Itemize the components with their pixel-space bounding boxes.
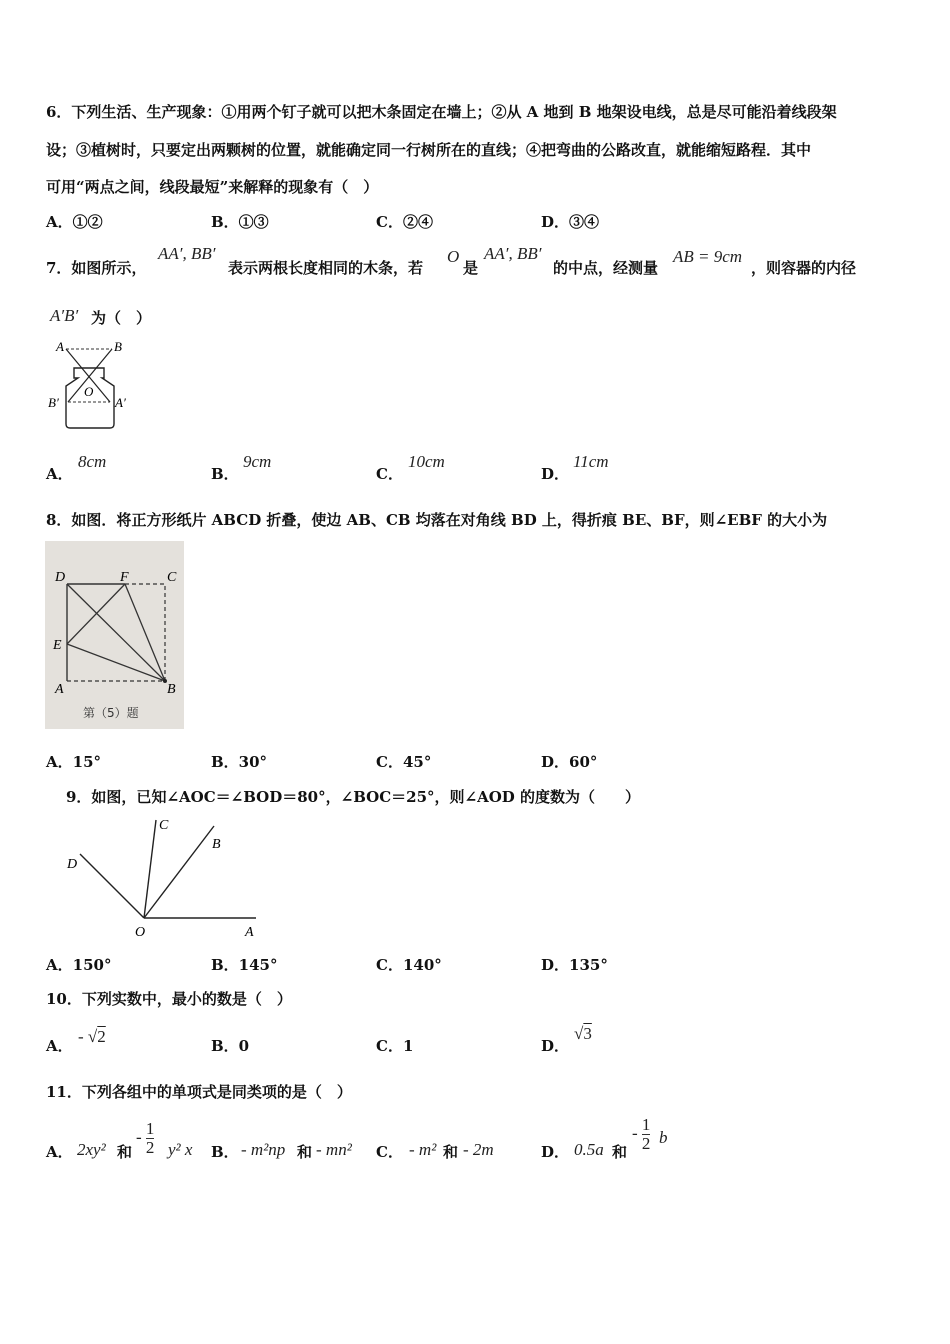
- q11-option-a-right: y² x: [168, 1140, 193, 1159]
- q11-option-a-label: A．: [46, 1143, 73, 1161]
- q6-option-c: C．②④: [376, 213, 433, 231]
- q7-option-c-value: 10cm: [408, 452, 445, 471]
- q6-option-d: D．③④: [541, 213, 600, 231]
- q7-text1: 表示两根长度相同的木条，若: [228, 259, 424, 277]
- q7-math-ab: AB = 9cm: [673, 247, 743, 266]
- q11-option-a-frac: [136, 1120, 154, 1157]
- q8-figure-background: [45, 541, 184, 729]
- q11-text: 11．下列各组中的单项式是同类项的是（ ）: [46, 1083, 352, 1101]
- q8-option-d: D．60°: [541, 753, 598, 771]
- q6-line2: 设；③植树时，只要定出两颗树的位置，就能确定同一行树所在的直线；④把弯曲的公路改直，就能缩短路程．其中: [46, 141, 812, 159]
- q8-figure-label-b: B: [167, 682, 176, 697]
- q8-text: 8．如图．将正方形纸片 ABCD 折叠，使边 AB、CB 均落在对角线 BD 上，得折痕 BE、BF，则∠EBF 的大小为: [46, 511, 828, 529]
- q7-math-aa-bb: AA′, BB′: [158, 244, 216, 263]
- q9-figure-ray-ob: [144, 826, 214, 918]
- q7-figure-label-b1: B′: [48, 395, 59, 410]
- q11-option-d-denominator: 2: [641, 1134, 651, 1153]
- q9-figure-label-b: B: [212, 837, 221, 852]
- q6-line3: 可用“两点之间，线段最短”来解释的现象有（ ）: [46, 178, 379, 196]
- q7-prefix: 7．如图所示，: [46, 259, 147, 277]
- q10-option-d-value: √3: [574, 1024, 592, 1043]
- q7-math-o: O: [447, 247, 460, 266]
- q8-figure-caption: 第（5）题: [83, 706, 139, 720]
- q8-option-a: A．15°: [46, 753, 102, 771]
- q8-figure-label-f: F: [120, 570, 129, 585]
- q11-option-d-sign: -: [632, 1123, 638, 1143]
- q9-figure-label-c: C: [159, 818, 169, 833]
- q7-option-d-label: D．: [541, 465, 570, 483]
- q11-option-b-and: 和: [297, 1143, 313, 1161]
- q8-figure-label-e: E: [53, 638, 62, 653]
- q7-text4: ，则容器的内径: [751, 259, 857, 277]
- q9-figure-ray-od: [80, 854, 144, 918]
- q10-option-c: C．1: [376, 1037, 414, 1055]
- q8-figure-label-a: A: [55, 682, 64, 697]
- q11-option-b-left: - m²np: [241, 1140, 286, 1159]
- q9-option-b: B．145°: [211, 956, 278, 974]
- q7-option-a-value: 8cm: [78, 452, 107, 471]
- q7-figure-container: [44, 334, 144, 434]
- q11-option-c-left: - m²: [409, 1140, 437, 1159]
- q9-figure-label-a: A: [245, 925, 254, 940]
- q9-figure-ray-oc: [144, 820, 156, 918]
- q9-figure-label-d: D: [67, 857, 78, 872]
- q10-option-d-radicand: 3: [583, 1024, 592, 1043]
- q7-math-a1b1: A′B′: [50, 306, 79, 325]
- q11-option-a-left: 2xy²: [77, 1140, 106, 1159]
- q9-option-a: A．150°: [46, 956, 112, 974]
- q7-option-a-label: A．: [46, 465, 73, 483]
- q8-option-c: C．45°: [376, 753, 432, 771]
- q11-option-d-and: 和: [612, 1143, 628, 1161]
- q7-option-b-value: 9cm: [243, 452, 272, 471]
- q10-option-d-label: D．: [541, 1037, 570, 1055]
- q11-option-a-sign: -: [136, 1127, 142, 1147]
- q11-option-d-numerator: 1: [641, 1115, 651, 1134]
- q11-option-c-label: C．: [376, 1143, 403, 1161]
- q7-figure-label-a: A: [56, 339, 64, 354]
- q7-text2: 是: [463, 259, 479, 277]
- q7-figure-label-b: B: [114, 339, 122, 354]
- q9-option-d: D．135°: [541, 956, 608, 974]
- q11-option-d-right: b: [659, 1128, 668, 1147]
- q8-option-b: B．30°: [211, 753, 268, 771]
- q9-figure-container: [64, 812, 259, 942]
- q11-option-b-right: - mn²: [316, 1140, 352, 1159]
- q8-figure-label-c: C: [167, 570, 177, 585]
- q10-option-a-label: A．: [46, 1037, 73, 1055]
- q9-option-c: C．140°: [376, 956, 442, 974]
- q10-option-a-value: - √2: [78, 1027, 106, 1046]
- q8-figure-container: [45, 541, 184, 729]
- q7-option-b-label: B．: [211, 465, 239, 483]
- q6-option-a: A．①②: [46, 213, 103, 231]
- q11-option-d-frac: [632, 1116, 650, 1153]
- q8-figure-label-d: D: [55, 570, 66, 585]
- q11-option-c-and: 和: [443, 1143, 459, 1161]
- q11-option-d-left: 0.5a: [574, 1140, 604, 1159]
- q11-option-d-label: D．: [541, 1143, 570, 1161]
- q11-option-b-label: B．: [211, 1143, 239, 1161]
- q7-figure-label-o: O: [84, 384, 94, 399]
- q10-option-b: B．0: [211, 1037, 250, 1055]
- q10-option-a-radicand: 2: [97, 1027, 106, 1046]
- q7-option-c-label: C．: [376, 465, 403, 483]
- q10-text: 10．下列实数中，最小的数是（ ）: [46, 990, 292, 1008]
- q11-option-a-denominator: 2: [145, 1138, 155, 1157]
- q10-option-a-sign: -: [78, 1027, 84, 1046]
- q11-option-a-and: 和: [117, 1143, 133, 1161]
- q7-figure-label-a1: A′: [115, 395, 126, 410]
- q6-option-b: B．①③: [211, 213, 269, 231]
- q11-option-c-right: - 2m: [463, 1140, 494, 1159]
- q9-text: 9．如图，已知∠AOC＝∠BOD＝80°，∠BOC＝25°，则∠AOD 的度数为（ ）: [66, 788, 641, 806]
- q7-math-aa-bb-2: AA′, BB′: [484, 244, 542, 263]
- q7-text5: 为（ ）: [91, 309, 152, 327]
- q6-line1: 6．下列生活、生产现象：①用两个钉子就可以把木条固定在墙上；②从 A 地到 B 地架设电线，总是尽可能沿着线段架: [46, 103, 837, 121]
- q7-option-d-value: 11cm: [573, 452, 609, 471]
- q9-figure-label-o: O: [135, 925, 146, 940]
- q7-text3: 的中点，经测量: [553, 259, 659, 277]
- q11-option-a-numerator: 1: [145, 1119, 155, 1138]
